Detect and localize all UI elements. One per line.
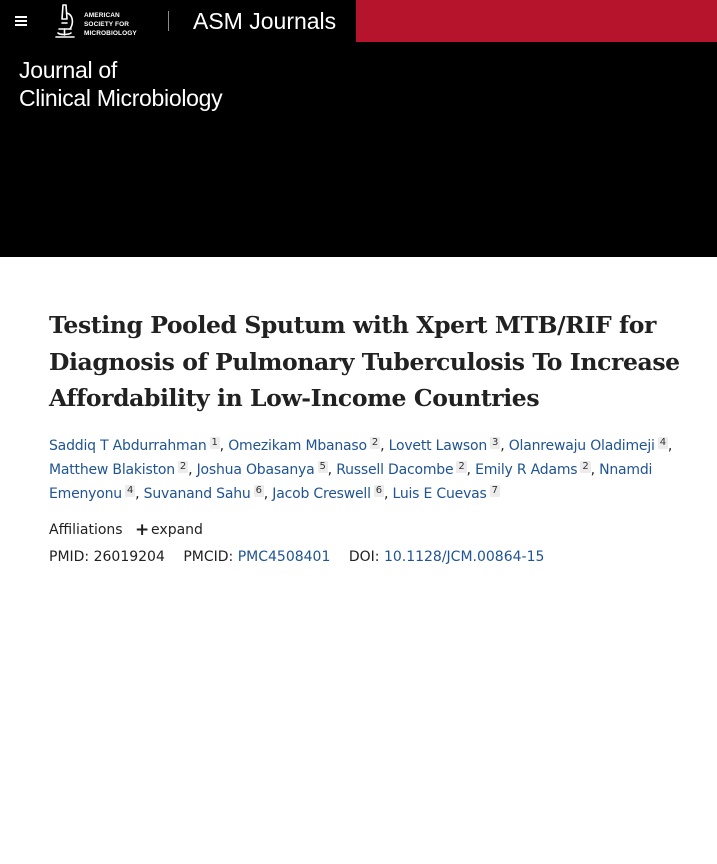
author-separator: , bbox=[466, 462, 471, 478]
author-link[interactable]: Nnamdi Emenyonu bbox=[49, 462, 653, 502]
author-link[interactable]: Luis E Cuevas bbox=[392, 486, 487, 502]
author-separator: , bbox=[219, 438, 224, 454]
author-link[interactable]: Omezikam Mbanaso bbox=[228, 438, 367, 454]
pmid-label: PMID: bbox=[49, 549, 90, 565]
doi-label: DOI: bbox=[348, 549, 380, 565]
author-separator: , bbox=[380, 438, 385, 454]
doi-link[interactable]: 10.1128/JCM.00864-15 bbox=[383, 549, 545, 565]
author-separator: , bbox=[500, 438, 505, 454]
affiliation-number[interactable]: 2 bbox=[582, 461, 589, 472]
affiliation-number[interactable]: 2 bbox=[179, 461, 187, 472]
asm-journals-link[interactable]: ASM Journals bbox=[193, 8, 337, 34]
pmid-value: 26019204 bbox=[93, 549, 165, 565]
affiliation-number[interactable]: 2 bbox=[458, 461, 465, 472]
plus-icon: + bbox=[135, 520, 150, 540]
header-accent-bar bbox=[356, 0, 717, 42]
expand-label: expand bbox=[151, 522, 203, 538]
author-link[interactable]: Suvanand Sahu bbox=[143, 486, 251, 502]
microscope-logo-icon bbox=[52, 3, 78, 41]
affiliation-number[interactable]: 4 bbox=[126, 485, 134, 496]
author-link[interactable]: Joshua Obasanya bbox=[196, 462, 315, 478]
author-separator: , bbox=[590, 462, 595, 478]
affiliations-label: Affiliations bbox=[49, 522, 123, 538]
pmcid-item bbox=[183, 549, 330, 565]
article-identifiers bbox=[49, 546, 558, 568]
header-divider bbox=[168, 11, 169, 31]
pmcid-link[interactable]: PMC4508401 bbox=[237, 549, 331, 565]
hamburger-menu-icon[interactable] bbox=[12, 12, 32, 30]
author-separator: , bbox=[383, 486, 389, 502]
affiliations-row bbox=[49, 519, 203, 541]
author-link[interactable]: Russell Dacombe bbox=[336, 462, 454, 478]
pmid-item bbox=[49, 549, 165, 565]
author-link[interactable]: Olanrewaju Oladimeji bbox=[508, 438, 655, 454]
article-title: Testing Pooled Sputum with Xpert MTB/RIF for Diagnosis of Pulmonary Tuberculosis To Increase Affordability in Low-Income Countries bbox=[49, 311, 680, 412]
author-list bbox=[49, 434, 709, 506]
author-link[interactable]: Matthew Blakiston bbox=[49, 462, 175, 478]
author-link[interactable]: Lovett Lawson bbox=[388, 438, 488, 454]
author-link[interactable]: Jacob Creswell bbox=[272, 486, 371, 502]
author-separator: , bbox=[188, 462, 193, 478]
doi-item bbox=[349, 549, 545, 565]
affiliation-number[interactable]: 3 bbox=[492, 437, 499, 448]
journal-header-banner bbox=[0, 0, 717, 257]
affiliation-number[interactable]: 2 bbox=[371, 437, 379, 448]
affiliation-number[interactable]: 6 bbox=[375, 485, 382, 496]
asm-society-logo[interactable] bbox=[52, 3, 152, 41]
author-separator: , bbox=[327, 462, 332, 478]
pmcid-label: PMCID: bbox=[183, 549, 234, 565]
society-name: AMERICAN SOCIETY FOR MICROBIOLOGY bbox=[84, 12, 137, 37]
expand-affiliations-button[interactable] bbox=[135, 522, 203, 538]
affiliation-number[interactable]: 5 bbox=[319, 461, 326, 472]
author-link[interactable]: Saddiq T Abdurrahman bbox=[49, 438, 207, 454]
affiliation-number[interactable]: 7 bbox=[491, 485, 498, 496]
author-separator: , bbox=[135, 486, 140, 502]
journal-name-link[interactable]: Journal of Clinical Microbiology bbox=[19, 57, 223, 111]
author-separator: , bbox=[667, 438, 673, 454]
affiliation-number[interactable]: 4 bbox=[659, 437, 666, 448]
affiliation-number[interactable]: 6 bbox=[255, 485, 262, 496]
affiliation-number[interactable]: 1 bbox=[211, 437, 218, 448]
author-separator: , bbox=[263, 486, 269, 502]
author-link[interactable]: Emily R Adams bbox=[475, 462, 578, 478]
